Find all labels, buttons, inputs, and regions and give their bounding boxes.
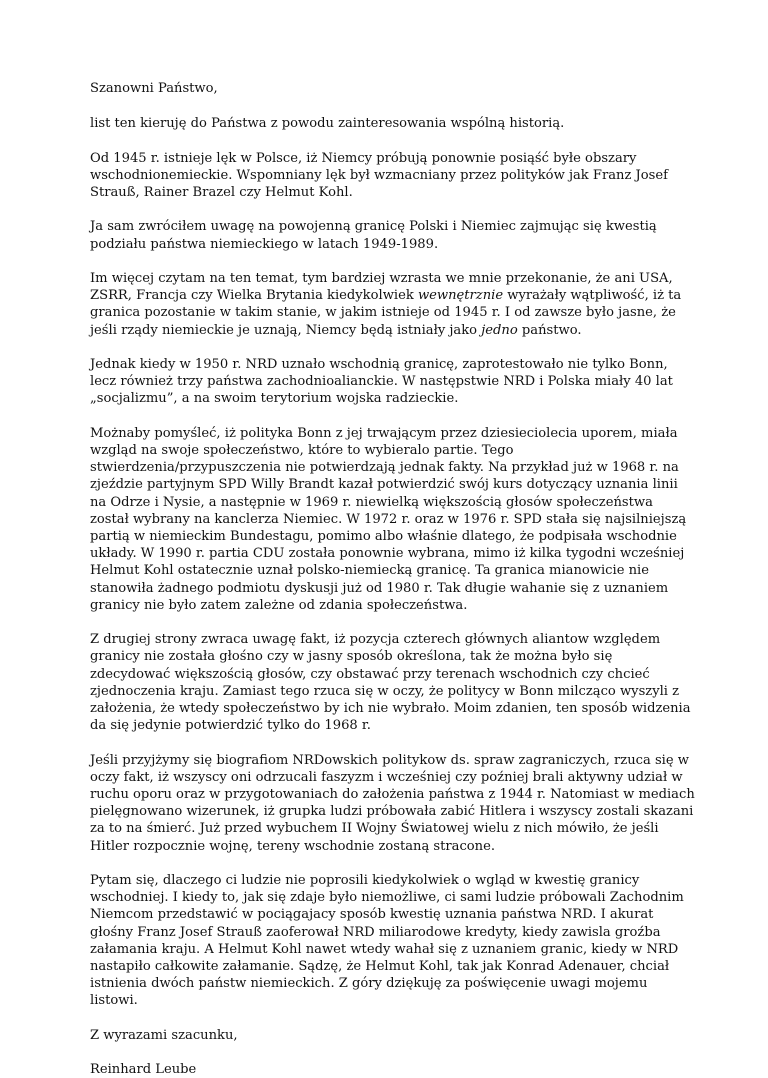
paragraph-3-part-c: państwo. [517,322,582,338]
letter-page [90,80,695,1078]
paragraph-2: Ja sam zwróciłem uwagę na powojenną granicę Polski i Niemiec zajmując się kwestią podziału państwa niemieckiego w latach 1949-1989. [90,219,657,252]
intro-paragraph: list ten kieruję do Państwa z powodu zainteresowania wspólną historią. [90,116,565,132]
signature: Reinhard Leube [90,1062,197,1078]
paragraph-4: Jednak kiedy w 1950 r. NRD uznało wschodnią granicę, zaprotestowało nie tylko Bonn, lecz również trzy państwa zachodnioalianckie. W następstwie NRD i Polska miały 40 lat „socjalizmu”, a na swoim terytorium wojska radzieckie. [90,356,673,407]
emphasis-wewnetrznie: wewnętrznie [417,288,504,304]
paragraph-1: Od 1945 r. istnieje lęk w Polsce, iż Niemcy próbują ponownie posiąść byłe obszary wschodnionemieckie. Wspomniany lęk był wzmacniany przez polityków jak Franz Josef Strauß, Rainer Brazel czy Helmut Kohl. [90,150,668,200]
paragraph-3-part-b: wyrażały wątpliwość, iż ta granica pozostanie w takim stanie, w jakim istnieje od 1945 r. I od zawsze było jasne, że jeśli rządy niemieckie je uznają, Niemcy będą istniały jako [90,288,682,338]
emphasis-jedno: jedno [481,322,518,338]
salutation: Szanowni Państwo, [90,81,218,96]
paragraph-3-part-a: Im więcej czytam na ten temat, tym bardziej wzrasta we mnie przekonanie, że ani USA, ZSRR, Francja czy Wielka Brytania kiedykolwiek [90,270,673,304]
paragraph-5: Możnaby pomyśleć, iż polityka Bonn z jej trwającym przez dziesieciolecia uporem, miała wzgląd na swoje społeczeństwo, które to wybieralo partie. Tego stwierdzenia/przypuszczenia nie potwierdzają jednak fakty. Na przykład już w 1968 r. na zjeździe partyjnym SPD Willy Brandt kazał potwierdzić swój kurs dotyczący uznania linii na Odrze i Nysie, a następnie w 1969 r. niewielką większością głosów społeczeństwa został wybrany na kanclerza Niemiec. W 1972 r. oraz w 1976 r. SPD stała się najsilniejszą partią w niemieckim Bundestagu, pomimo albo właśnie dlatego, że podpisała wschodnie układy. W 1990 r. partia CDU została ponownie wybrana, mimo iż kilka tygodni wcześniej Helmut Kohl ostatecznie uznał polsko-niemiecką granicę. Ta granica mianowicie nie stanowiła żadnego podmiotu dyskusji już od 1980 r. Tak długie wahanie się z uznaniem granicy nie było zatem zależne od zdania społeczeństwa. [90,425,687,613]
closing: Z wyrazami szacunku, [90,1027,238,1043]
paragraph-8: Pytam się, dlaczego ci ludzie nie poprosili kiedykolwiek o wgląd w kwestię granicy wschodniej. I kiedy to, jak się zdaje było niemożliwe, ci sami ludzie próbowali Zachodnim Niemcom przedstawić w pociągajacy sposób kwestię uznania państwa NRD. I akurat głośny Franz Josef Strauß zaoferował NRD miliarodowe kredyty, kiedy zawisla groźba załamania kraju. A Helmut Kohl nawet wtedy wahał się z uznaniem granic, kiedy w NRD nastapiło całkowite załamanie. Sądzę, że Helmut Kohl, tak jak Konrad Adenauer, chciał istnienia dwóch państw niemieckich. Z góry dziękuję za poświęcenie uwagi mojemu listowi. [90,873,684,1009]
paragraph-7: Jeśli przyjżymy się biografiom NRDowskich politykow ds. spraw zagraniczych, rzuca się w oczy fakt, iż wszyscy oni odrzucali faszyzm i wcześniej czy poźniej brali aktywny udział w ruchu oporu oraz w przygotowaniach do założenia państwa z 1944 r. Natomiast w mediach pielęgnowano wizerunek, iż grupka ludzi próbowała zabić Hitlera i wszyscy zostali skazani za to na śmierć. Już przed wybuchem II Wojny Światowej wielu z nich mówiło, że jeśli Hitler rozpocznie wojnę, tereny wschodnie zostaną stracone. [90,752,695,854]
paragraph-3 [90,270,695,339]
paragraph-6: Z drugiej strony zwraca uwagę fakt, iż pozycja czterech głównych aliantow względem granicy nie została głośno czy w jasny sposób określona, tak że można było się zdecydować większością głosów, czy obstawać przy terenach wschodnich czy chcieć zjednoczenia kraju. Zamiast tego rzuca się w oczy, że politycy w Bonn milcząco wyszyli z założenia, że wtedy społeczeństwo by ich nie wybrało. Moim zdanien, ten sposób widzenia da się jedynie potwierdzić tylko do 1968 r. [90,632,691,734]
